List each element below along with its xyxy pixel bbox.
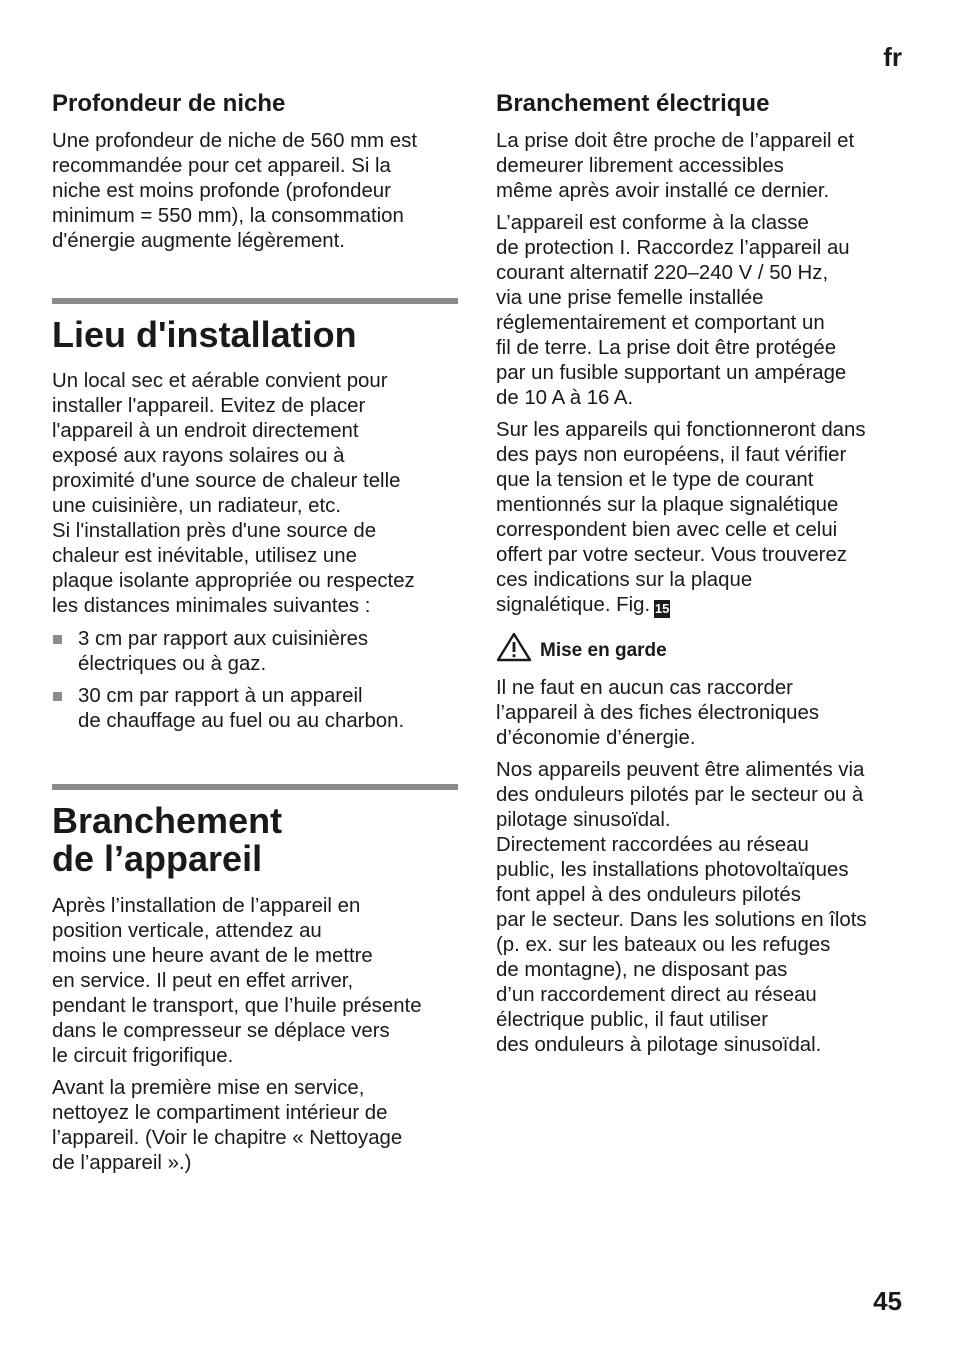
list-item-text: 3 cm par rapport aux cuisinières électriques ou à gaz. (78, 628, 369, 675)
lieu-paragraph: Un local sec et aérable convient pour installer l'appareil. Evitez de placer l'appareil à un endroit directement exposé aux rayons solaires ou à proximité d'une source de chaleur telle une cuisinière, un radiateur, etc. Si l'installation près d'une source de chaleur est inévitable, utilisez une plaque isolante appropriée ou respectez les distances minimales suivantes : (52, 370, 415, 617)
warning-paragraph-2: Nos appareils peuvent être alimentés via des onduleurs pilotés par le secteur ou à pilotage sinusoïdal. Directement raccordées au réseau public, les installations photovoltaïques font appel à des onduleurs pilotés par le secteur. Dans les solutions en îlots (p. ex. sur les bateaux ou les refuges de montagne), ne disposant pas d’un raccordement direct au réseau électrique public, il faut utiliser des onduleurs à pilotage sinusoïdal. (496, 759, 867, 1056)
warning-text (496, 676, 906, 1058)
electrique-paragraph-3-lines: Sur les appareils qui fonctionneront dans des pays non européens, il faut vérifier que la tension et le type de courant mentionnés sur la plaque signalétique correspondent bien avec celle et celui offert par votre secteur. Vous trouverez ces indications sur la plaque (496, 419, 866, 591)
branchement-paragraph-2: Avant la première mise en service, nettoyez le compartiment intérieur de l’appareil. (Voir le chapitre « Nettoyage de l’appareil ».) (52, 1077, 403, 1174)
fig-reference-text: signalétique. Fig. (496, 594, 651, 616)
warning-triangle-icon (496, 632, 532, 662)
niche-text (52, 129, 458, 254)
distance-list (52, 627, 458, 734)
warning-title: Mise en garde (540, 640, 667, 661)
section-title-niche: Profondeur de niche (52, 90, 286, 117)
language-tag: fr (883, 42, 902, 72)
list-item (52, 627, 458, 677)
electrique-paragraph-2: L’appareil est conforme à la classe de protection I. Raccordez l’appareil au courant alternatif 220–240 V / 50 Hz, via une prise femelle installée réglementairement et comportant un fil de terre. La prise doit être protégée par un fusible supportant un ampérage de 10 A à 16 A. (496, 212, 850, 409)
branchement-paragraph-1: Après l’installation de l’appareil en position verticale, attendez au moins une heure avant de le mettre en service. Il peut en effet arriver, pendant le transport, que l’huile présente dans le compresseur se déplace vers le circuit frigorifique. (52, 895, 422, 1067)
list-item (52, 684, 458, 734)
warning-paragraph-1: Il ne faut en aucun cas raccorder l’appareil à des fiches électroniques d’économie d’énergie. (496, 677, 820, 749)
electrique-text (496, 129, 906, 618)
bullet-square-icon (53, 692, 62, 701)
bullet-square-icon (53, 635, 62, 644)
section-title-lieu: Lieu d'installation (52, 314, 357, 355)
branchement-text (52, 894, 458, 1176)
figure-number-badge: 15 (654, 601, 670, 616)
section-divider (52, 784, 458, 790)
electrique-paragraph-1: La prise doit être proche de l’appareil et demeurer librement accessibles même après avoir installé ce dernier. (496, 130, 855, 202)
lieu-text (52, 369, 458, 734)
page-number: 45 (873, 1286, 902, 1316)
niche-paragraph: Une profondeur de niche de 560 mm est recommandée pour cet appareil. Si la niche est moins profonde (profondeur minimum = 550 mm), la consommation d'énergie augmente légèrement. (52, 130, 417, 252)
section-title-branchement: Branchement de l’appareil (52, 800, 283, 879)
warning-header (496, 632, 906, 662)
section-title-electrique: Branchement électrique (496, 90, 770, 117)
list-item-text: 30 cm par rapport à un appareil de chauffage au fuel ou au charbon. (78, 685, 405, 732)
electrique-paragraph-3 (496, 418, 906, 618)
warning-block (496, 632, 906, 1058)
section-divider (52, 298, 458, 304)
